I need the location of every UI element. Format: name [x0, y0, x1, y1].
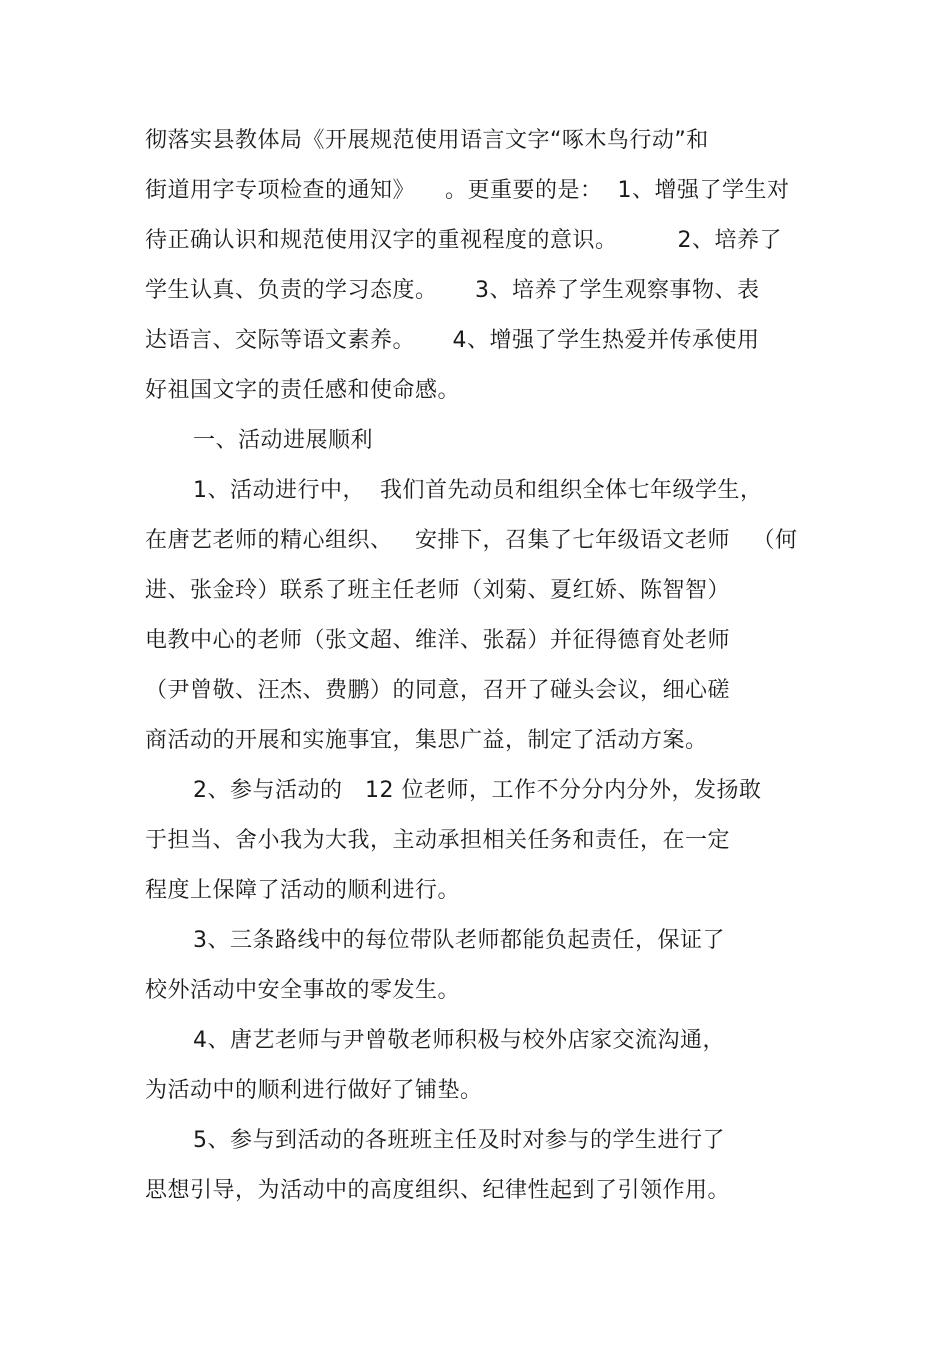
- text-line: 思想引导，为活动中的高度组织、纪律性起到了引领作用。: [145, 1178, 731, 1203]
- text-line: 1、活动进行中， 我们首先动员和组织全体七年级学生，: [193, 478, 763, 503]
- section-heading: 一、活动进展顺利: [193, 428, 374, 453]
- text-line: 于担当、舍小我为大我，主动承担相关任务和责任，在一定: [145, 828, 731, 853]
- text-line: 校外活动中安全事故的零发生。: [145, 978, 461, 1003]
- text-line: 2、参与活动的 12 位老师，工作不分分内分外，发扬敢: [193, 778, 762, 803]
- text-line: 商活动的开展和实施事宜，集思广益，制定了活动方案。: [145, 728, 708, 753]
- text-line: 3、三条路线中的每位带队老师都能负起责任，保证了: [193, 928, 725, 953]
- text-line: 程度上保障了活动的顺利进行。: [145, 878, 461, 903]
- text-line: 街道用字专项检查的通知》 。更重要的是： 1、增强了学生对: [145, 178, 790, 203]
- text-line: （尹曾敬、汪杰、费鹏）的同意，召开了碰头会议，细心磋: [145, 678, 731, 703]
- text-line: 学生认真、负责的学习态度。 3、培养了学生观察事物、表: [145, 278, 760, 303]
- text-line: 达语言、交际等语文素养。 4、增强了学生热爱并传承使用: [145, 328, 760, 353]
- text-line: 5、参与到活动的各班班主任及时对参与的学生进行了: [193, 1128, 725, 1153]
- text-line: 好祖国文字的责任感和使命感。: [145, 378, 461, 403]
- text-line: 4、唐艺老师与尹曾敬老师积极与校外店家交流沟通，: [193, 1028, 725, 1053]
- text-line: 在唐艺老师的精心组织、 安排下，召集了七年级语文老师 （何: [145, 528, 798, 553]
- text-line: 待正确认识和规范使用汉字的重视程度的意识。 2、培养了: [145, 228, 782, 253]
- text-line: 电教中心的老师（张文超、维洋、张磊）并征得德育处老师: [145, 628, 731, 653]
- text-line: 进、张金玲）联系了班主任老师（刘菊、夏红娇、陈智智）: [145, 578, 731, 603]
- text-line: 为活动中的顺利进行做好了铺垫。: [145, 1078, 483, 1103]
- text-line: 彻落实县教体局《开展规范使用语言文字“啄木鸟行动”和: [145, 128, 709, 153]
